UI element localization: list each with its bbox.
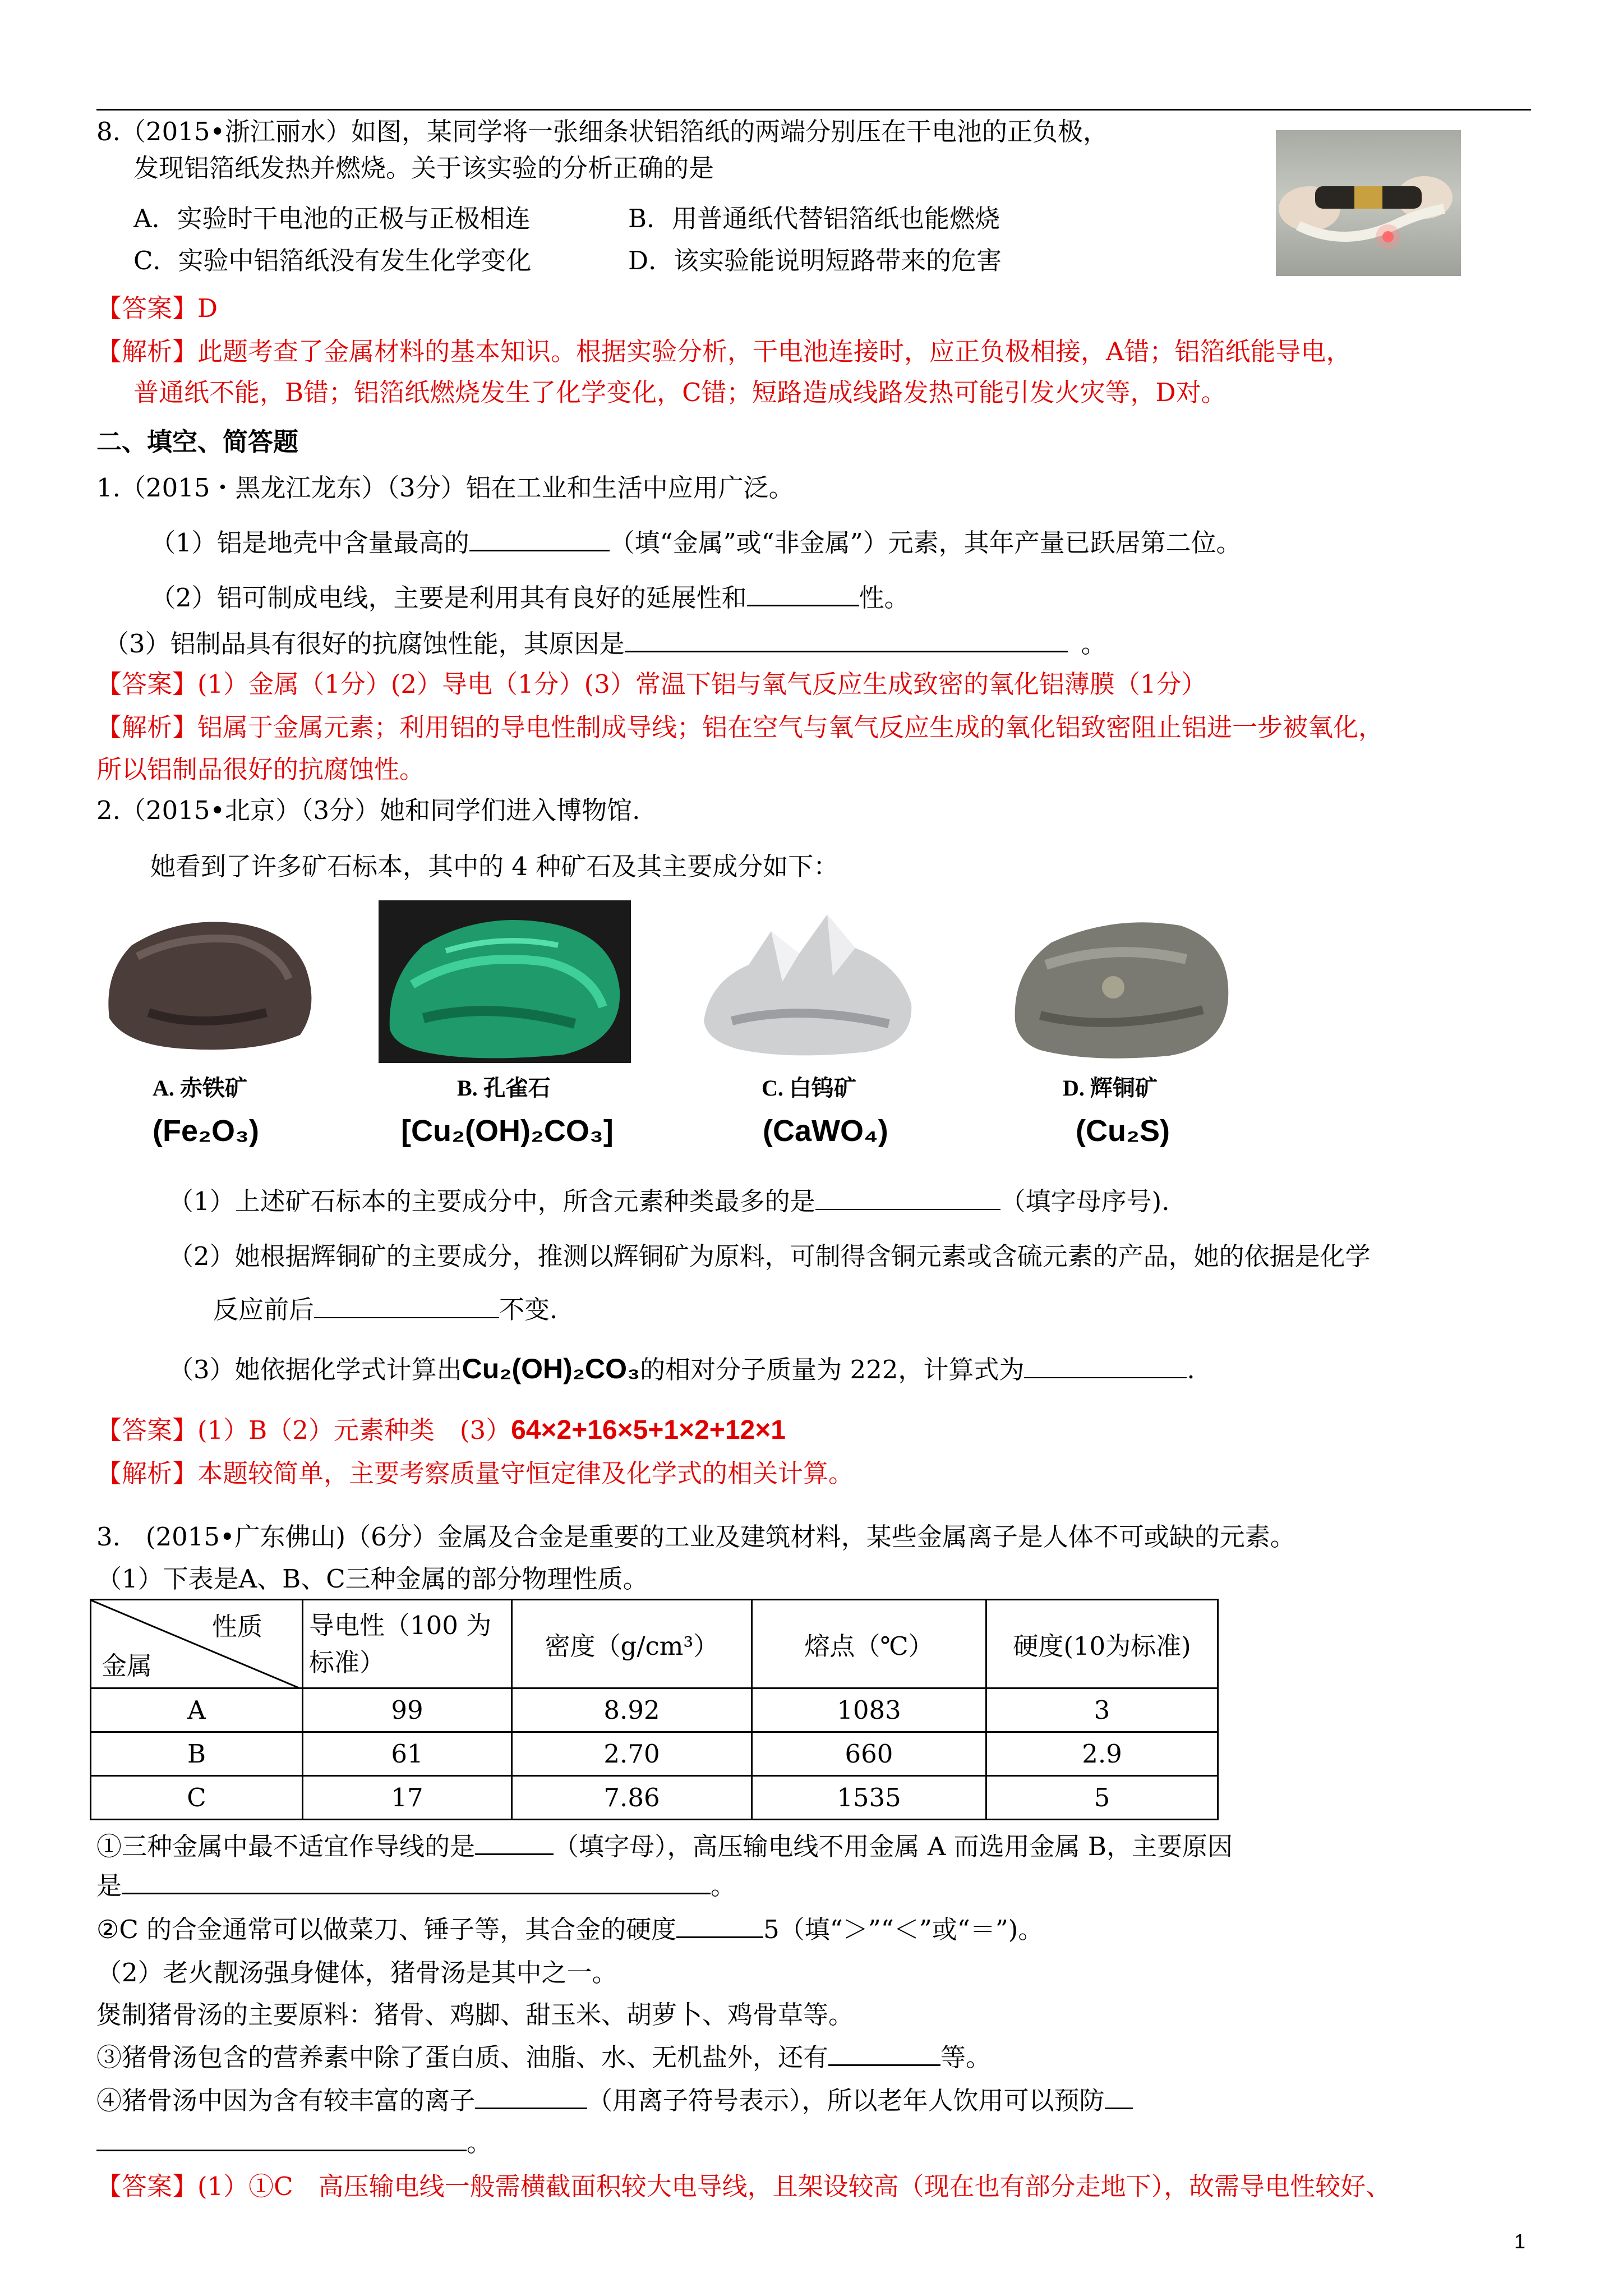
table-cell: 3 — [986, 1688, 1218, 1732]
header-rule — [96, 109, 1531, 111]
metal-properties-table — [90, 1599, 1219, 1820]
q3-blank2[interactable] — [122, 1870, 711, 1894]
q3-sub1-end: 。 — [711, 1871, 736, 1901]
table-row — [91, 1776, 1218, 1820]
mineral-caption-d: D. 辉铜矿 — [1063, 1075, 1158, 1101]
q3-answer: 【答案】(1）①C 高压输电线一般需横截面积较大电导线，且架设较高（现在也有部分走地下），故需导电性较好、 — [96, 2171, 1391, 2201]
table-cell: 2.70 — [512, 1732, 752, 1776]
q1-blank2[interactable] — [747, 582, 859, 606]
header-conductivity — [303, 1600, 512, 1688]
q2-part2-line1: （2）她根据辉铜矿的主要成分，推测以辉铜矿为原料，可制得含铜元素或含硫元素的产品，她的依据是化学 — [168, 1241, 1371, 1271]
q3-part2-materials: 煲制猪骨汤的主要原料：猪骨、鸡脚、甜玉米、胡萝卜、鸡骨草等。 — [96, 2000, 854, 2030]
mineral-photo-c — [687, 903, 928, 1060]
q1-stem: 1.（2015・黑龙江龙东）（3分）铝在工业和生活中应用广泛。 — [96, 473, 794, 503]
q3-sub2 — [96, 1913, 1043, 1947]
q2-intro: 她看到了许多矿石标本，其中的 4 种矿石及其主要成分如下： — [150, 852, 839, 881]
table-cell: 99 — [303, 1688, 512, 1732]
q3-sub4-end: 。 — [467, 2128, 492, 2157]
mineral-caption-a: A. 赤铁矿 — [153, 1075, 247, 1101]
q3-sub4-line1 — [96, 2084, 1133, 2118]
q2-part3 — [168, 1352, 1195, 1387]
q1-part1 — [150, 526, 1242, 560]
q3-sub1-text3: 是 — [96, 1871, 122, 1901]
q1-part3-text: （3）铝制品具有很好的抗腐蚀性能，其原因是 — [104, 629, 625, 659]
q2-part3-end: . — [1187, 1355, 1195, 1384]
q3-part2: （2）老火靓汤强身健体，猪骨汤是其中之一。 — [96, 1958, 617, 1987]
q2-part1-text2: （填字母序号). — [1000, 1186, 1170, 1216]
q1-part1-text: （1）铝是地壳中含量最高的 — [150, 528, 469, 558]
q1-blank1[interactable] — [469, 527, 610, 551]
q2-answer — [96, 1414, 786, 1447]
q3-sub1-text: ①三种金属中最不适宜作导线的是 — [96, 1832, 476, 1861]
table-row — [91, 1732, 1218, 1776]
q8-analysis-line1: 【解析】此题考查了金属材料的基本知识。根据实验分析，干电池连接时，应正负极相接，A错；铝箔纸能导电， — [96, 337, 1352, 366]
q1-part3-end: 。 — [1081, 629, 1106, 659]
table-cell: 660 — [752, 1732, 986, 1776]
q3-sub4-line2 — [96, 2126, 492, 2160]
q1-part3 — [104, 627, 1106, 661]
page-number: 1 — [1514, 2230, 1526, 2253]
q2-blank1[interactable] — [815, 1186, 1000, 1210]
mineral-photo-b — [379, 900, 631, 1063]
q2-part1 — [168, 1185, 1170, 1218]
q1-analysis-line2: 所以铝制品很好的抗腐蚀性。 — [96, 754, 425, 784]
q3-blank5[interactable] — [475, 2085, 587, 2109]
table-cell: 7.86 — [512, 1776, 752, 1820]
header-conductivity-line1: 导电性（100 为 — [309, 1610, 492, 1640]
q3-sub3-text: ③猪骨汤包含的营养素中除了蛋白质、油脂、水、无机盐外，还有 — [96, 2042, 829, 2072]
q2-analysis: 【解析】本题较简单，主要考察质量守恒定律及化学式的相关计算。 — [96, 1458, 854, 1488]
table-cell: 8.92 — [512, 1688, 752, 1732]
q2-part3-text2: 的相对分子质量为 222，计算式为 — [640, 1355, 1025, 1384]
mineral-photo-a — [98, 906, 322, 1057]
q1-answer: 【答案】(1）金属（1分）(2）导电（1分）(3）常温下铝与氧气反应生成致密的氧化铝薄膜（1分） — [96, 669, 1207, 699]
table-cell: 2.9 — [986, 1732, 1218, 1776]
q8-stem-line1: 8.（2015•浙江丽水）如图，某同学将一张细条状铝箔纸的两端分别压在干电池的正负极， — [96, 117, 1109, 146]
mineral-formula-a: (Fe₂O₃) — [153, 1114, 259, 1148]
mineral-formula-d: (Cu₂S) — [1076, 1114, 1170, 1148]
q3-sub2-text: ②C 的合金通常可以做菜刀、锤子等，其合金的硬度 — [96, 1915, 677, 1944]
table-cell: 61 — [303, 1732, 512, 1776]
q8-stem-line2: 发现铝箔纸发热并燃烧。关于该实验的分析正确的是 — [133, 153, 714, 183]
q8-option-b: B．用普通纸代替铝箔纸也能燃烧 — [628, 204, 1000, 233]
q2-stem: 2.（2015•北京）（3分）她和同学们进入博物馆. — [96, 795, 640, 825]
mineral-formula-b: [Cu₂(OH)₂CO₃] — [401, 1114, 614, 1148]
header-conductivity-line2: 标准） — [309, 1647, 385, 1677]
header-melting-point: 熔点（℃） — [752, 1600, 986, 1688]
q3-stem: 3. (2015•广东佛山)（6分）金属及合金是重要的工业及建筑材料，某些金属离子是人体不可或缺的元素。 — [96, 1522, 1295, 1552]
q2-part3-text: （3）她依据化学式计算出 — [168, 1355, 462, 1384]
q3-blank6[interactable] — [1105, 2085, 1133, 2109]
table-diagonal-header — [91, 1600, 303, 1688]
battery-experiment-photo — [1276, 130, 1461, 276]
q2-blank3[interactable] — [1024, 1355, 1187, 1378]
q8-answer: 【答案】D — [96, 293, 218, 323]
table-cell: C — [91, 1776, 303, 1820]
q1-part2 — [150, 581, 910, 615]
mineral-formula-c: (CaWO₄) — [763, 1114, 888, 1148]
q3-sub1-line2 — [96, 1869, 736, 1903]
q2-answer-text: 【答案】(1）B（2）元素种类 (3） — [96, 1415, 511, 1445]
q3-blank3[interactable] — [676, 1914, 763, 1938]
table-cell: 1083 — [752, 1688, 986, 1732]
q3-blank4[interactable] — [828, 2042, 940, 2066]
table-cell: B — [91, 1732, 303, 1776]
q2-part2-text: 反应前后 — [213, 1295, 315, 1324]
q3-sub3-text2: 等。 — [940, 2042, 992, 2072]
table-cell: 1535 — [752, 1776, 986, 1820]
q2-answer-formula: 64×2+16×5+1×2+12×1 — [511, 1415, 786, 1445]
q2-part3-formula: Cu₂(OH)₂CO₃ — [462, 1353, 640, 1384]
q1-part1-text2: （填“金属”或“非金属”）元素，其年产量已跃居第二位。 — [609, 528, 1242, 558]
q3-sub4-text: ④猪骨汤中因为含有较丰富的离子 — [96, 2086, 476, 2115]
q1-blank3[interactable] — [625, 628, 1068, 652]
q3-sub3 — [96, 2041, 991, 2074]
header-hardness: 硬度(10为标准) — [986, 1600, 1218, 1688]
mineral-caption-b: B. 孔雀石 — [457, 1075, 551, 1101]
table-cell: 17 — [303, 1776, 512, 1820]
q1-analysis-line1: 【解析】铝属于金属元素；利用铝的导电性制成导线；铝在空气与氧气反应生成的氧化铝致密阻止铝进一步被氧化， — [96, 712, 1384, 742]
q2-part2-line2 — [213, 1293, 557, 1327]
q8-option-a: A．实验时干电池的正极与正极相连 — [133, 204, 531, 233]
mineral-photo-d — [1001, 903, 1237, 1063]
mineral-caption-c: C. 白钨矿 — [762, 1075, 856, 1101]
header-density: 密度（g/cm³） — [512, 1600, 752, 1688]
q8-analysis-line2: 普通纸不能，B错；铝箔纸燃烧发生了化学变化，C错；短路造成线路发热可能引发火灾等，D对。 — [133, 378, 1227, 407]
section-title: 二、填空、简答题 — [96, 427, 299, 457]
table-cell: 5 — [986, 1776, 1218, 1820]
header-property: 性质 — [211, 1612, 262, 1641]
header-metal: 金属 — [102, 1651, 153, 1681]
q3-part1: （1）下表是A、B、C三种金属的部分物理性质。 — [96, 1564, 648, 1594]
q1-part2-text: （2）铝可制成电线，主要是利用其有良好的延展性和 — [150, 583, 747, 613]
q2-part1-text: （1）上述矿石标本的主要成分中，所含元素种类最多的是 — [168, 1186, 815, 1216]
q8-option-d: D．该实验能说明短路带来的危害 — [628, 246, 1002, 275]
q3-sub4-text2: （用离子符号表示），所以老年人饮用可以预防 — [587, 2086, 1105, 2115]
q2-blank2[interactable] — [314, 1295, 499, 1318]
q8-option-c: C．实验中铝箔纸没有发生化学变化 — [133, 246, 532, 275]
table-cell: A — [91, 1688, 303, 1732]
q3-sub1-line1 — [96, 1830, 1233, 1864]
q3-blank1[interactable] — [475, 1831, 554, 1855]
q2-part2-text2: 不变. — [499, 1295, 558, 1324]
q3-sub2-text2: 5（填“＞”“＜”或“＝”)。 — [763, 1915, 1044, 1944]
q3-sub1-text2: （填字母），高压输电线不用金属 A 而选用金属 B，主要原因 — [554, 1832, 1233, 1861]
table-row — [91, 1688, 1218, 1732]
q1-part2-text2: 性。 — [859, 583, 910, 613]
q3-blank7[interactable] — [96, 2127, 467, 2151]
